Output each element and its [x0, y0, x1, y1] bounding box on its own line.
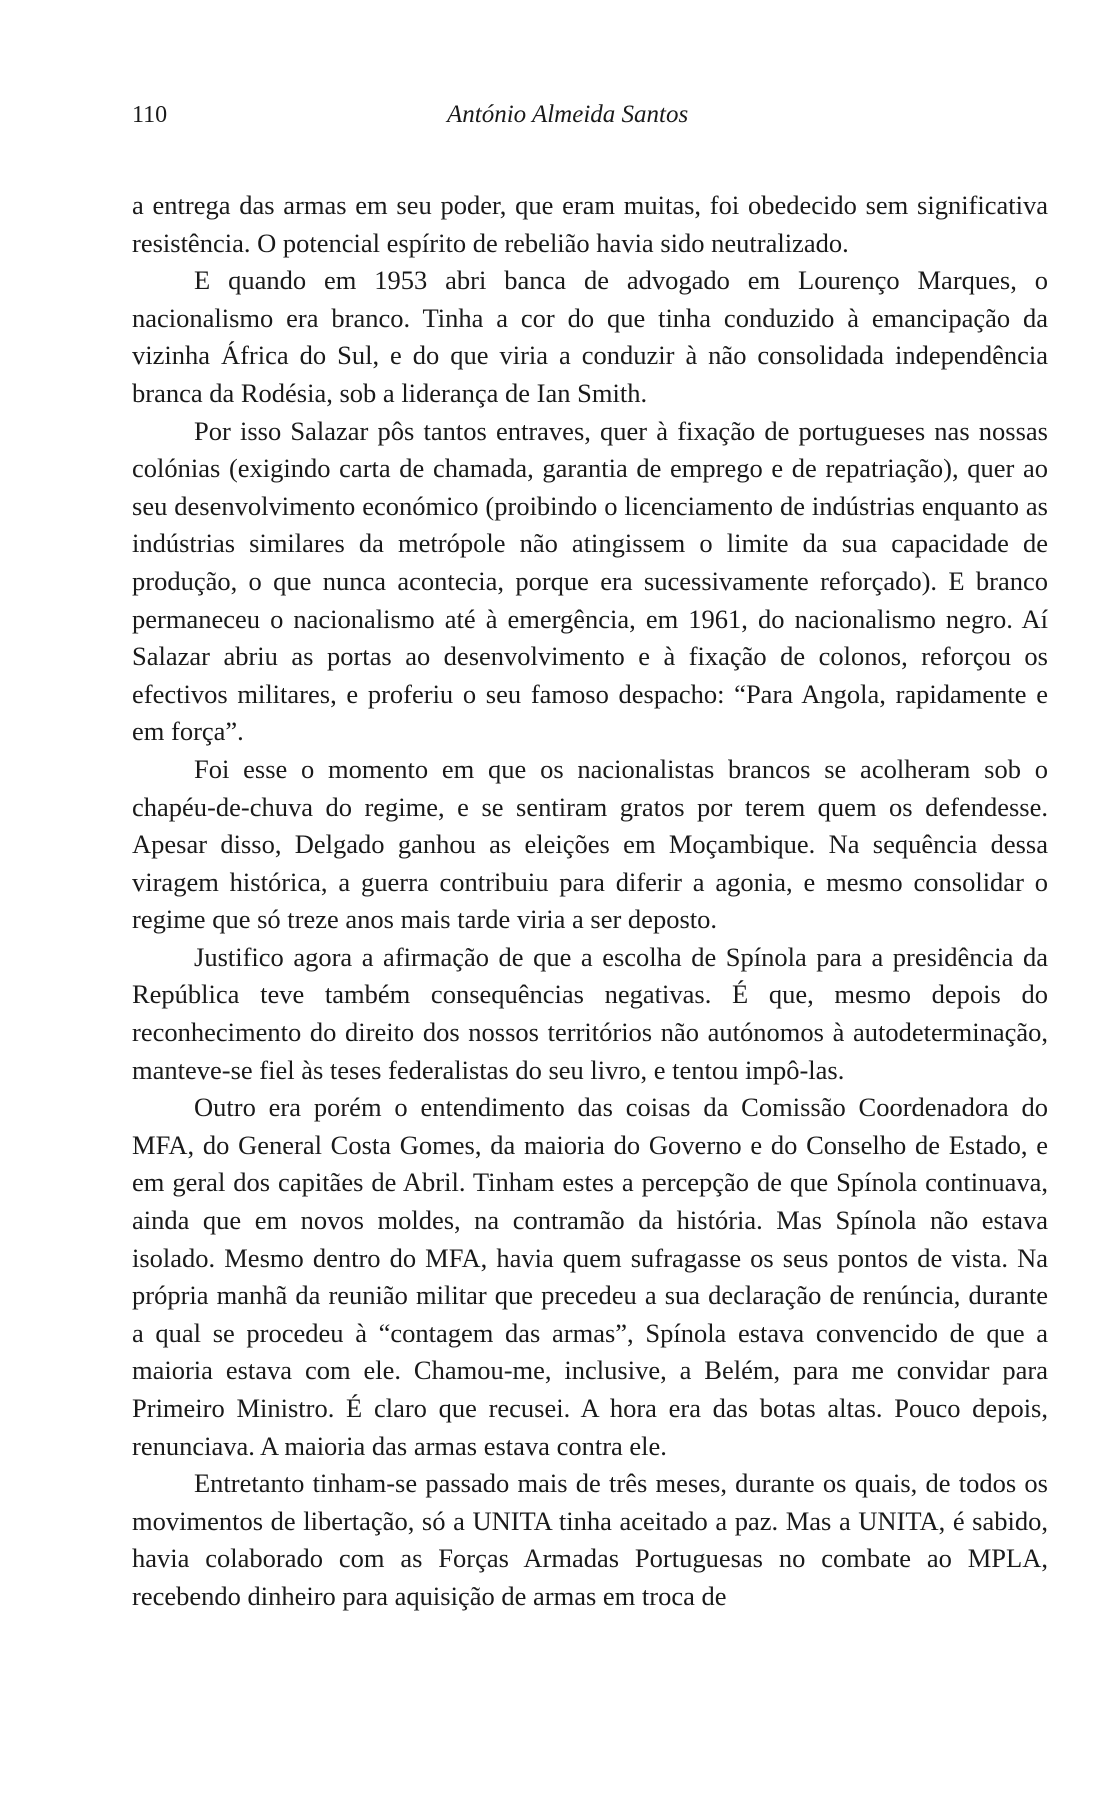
- paragraph: E quando em 1953 abri banca de advogado em Lourenço Marques, o nacionalismo era branco. Tinha a cor do que tinha conduzido à emancipação da vizinha África do Sul, e do que viria a conduzir à não consolidada independência branca da Rodésia, sob a liderança de Ian Smith.: [132, 265, 1048, 408]
- page-number: 110: [132, 102, 168, 128]
- paragraph: Outro era porém o entendimento das coisas da Comissão Coordenadora do MFA, do General Costa Gomes, da maioria do Governo e do Conselho de Estado, e em geral dos capitães de Abril. Tinham estes a percepção de que Spínola continuava, ainda que em novos moldes, na contramão da história. Mas Spínola não estava isolado. Mesmo dentro do MFA, havia quem sufragasse os seus pontos de vista. Na própria manhã da reunião militar que precedeu a sua declaração de renúncia, durante a qual se procedeu à “contagem das armas”, Spínola estava convencido de que a maioria estava com ele. Chamou-me, inclusive, a Belém, para me convidar para Primeiro Ministro. É claro que recusei. A hora era das botas altas. Pouco depois, renunciava. A maioria das armas estava contra ele.: [132, 1092, 1048, 1461]
- paragraph: Entretanto tinham-se passado mais de três meses, durante os quais, de todos os movimentos de libertação, só a UNITA tinha aceitado a paz. Mas a UNITA, é sabido, havia colaborado com as Forças Armadas Portuguesas no combate ao MPLA, recebendo dinheiro para aquisição de armas em troca de: [132, 1468, 1048, 1611]
- paragraph: Foi esse o momento em que os nacionalistas brancos se acolheram sob o chapéu-de-chuva do regime, e se sentiram gratos por terem quem os defendesse. Apesar disso, Delgado ganhou as eleições em Moçambique. Na sequência dessa viragem histórica, a guerra contribuiu para diferir a agonia, e mesmo consolidar o regime que só treze anos mais tarde viria a ser deposto.: [132, 753, 1048, 935]
- paragraph: Justifico agora a afirmação de que a escolha de Spínola para a presidência da República teve também consequências negativas. É que, mesmo depois do reconhecimento do direito dos nossos territórios não autónomos à autodeterminação, manteve-se fiel às teses federalistas do seu livro, e tentou impô-las.: [132, 941, 1048, 1085]
- paragraph: Por isso Salazar pôs tantos entraves, quer à fixação de portugueses nas nossas colónias (exigindo carta de chamada, garantia de emprego e de repatriação), quer ao seu desenvolvimento económico (proibindo o licenciamento de indústrias enquanto as indústrias similares da metrópole não atingissem o limite da sua capacidade de produção, o que nunca acontecia, porque era sucessivamente reforçado). E branco permaneceu o nacionalismo até à emergência, em 1961, do nacionalismo negro. Aí Salazar abriu as portas ao desenvolvimento e à fixação de colonos, reforçou os efectivos militares, e proferiu o seu famoso despacho: “Para Angola, rapidamente e em força”.: [132, 415, 1048, 747]
- paragraph-continuation: a entrega das armas em seu poder, que eram muitas, foi obedecido sem significativa resistência. O potencial espírito de rebelião havia sido neutralizado.: [132, 190, 1048, 258]
- running-header: [132, 100, 1044, 140]
- body-text: [132, 187, 1048, 1616]
- running-title: António Almeida Santos: [447, 101, 689, 128]
